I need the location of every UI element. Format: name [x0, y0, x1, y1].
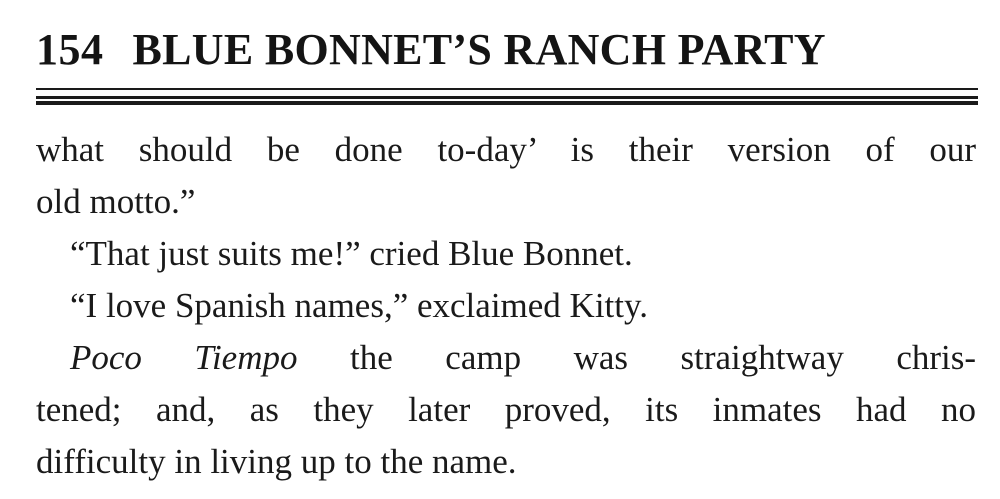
- text-line: “That just suits me!” cried Blue Bonnet.: [70, 234, 633, 273]
- text-line-with-italic: [36, 332, 976, 384]
- header-rule-thin: [36, 88, 978, 90]
- text-line: difficulty in living up to the name.: [36, 442, 517, 481]
- text-line-rest: the camp was straightway chris-: [350, 338, 976, 377]
- running-head: [36, 22, 976, 78]
- text-line: what should be done to-day’ is their version of our: [36, 130, 976, 169]
- text-line: tened; and, as they later proved, its inmates had no: [36, 390, 976, 429]
- page-number: 154: [36, 25, 104, 74]
- running-title: BLUE BONNET’S RANCH PARTY: [132, 25, 826, 74]
- text-line: old motto.”: [36, 182, 196, 221]
- body-text: [36, 124, 976, 488]
- italic-phrase: Poco Tiempo: [70, 338, 298, 377]
- header-rule-gap: [36, 99, 978, 101]
- text-line: “I love Spanish names,” exclaimed Kitty.: [70, 286, 648, 325]
